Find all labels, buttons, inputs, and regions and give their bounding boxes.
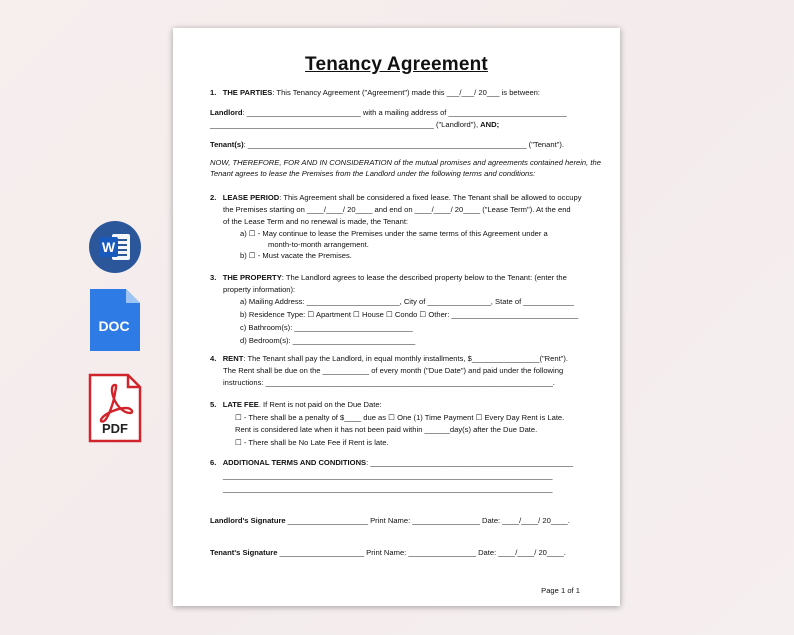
- document-title: Tenancy Agreement: [305, 54, 488, 75]
- property-residence-type: b) Residence Type: ☐ Apartment ☐ House ☐ Condo ☐ Other: ______________________________: [240, 310, 579, 319]
- tenant-line: Tenant(s): __________________________________________________________________ ("Tenant").: [210, 140, 565, 149]
- landlord-line-2: _____________________________________________________ ("Landlord"), AND;: [210, 120, 500, 129]
- pdf-file-icon: [88, 373, 142, 443]
- word-icon: [88, 218, 142, 276]
- section-late-fee: 5. LATE FEE. If Rent is not paid on the Due Date:: [210, 400, 382, 409]
- section-parties: 1. THE PARTIES: This Tenancy Agreement ("Agreement") made this ___/___/ 20___ is between:: [210, 88, 541, 97]
- late-fee-option-1: ☐ - There shall be a penalty of $____ due as ☐ One (1) Time Payment ☐ Every Day Rent is Late.: [235, 413, 565, 422]
- property-mailing-address: a) Mailing Address: ______________________, City of _______________, State of ____________: [240, 297, 574, 306]
- section-additional-terms: 6. ADDITIONAL TERMS AND CONDITIONS: ________________________________________________: [210, 458, 574, 467]
- late-fee-option-2: ☐ - There shall be No Late Fee if Rent is late.: [235, 438, 389, 447]
- word-icon-letter: W: [101, 239, 116, 255]
- additional-terms-line-2: ______________________________________________________________________________: [223, 471, 553, 480]
- doc-file-icon: [88, 287, 142, 353]
- rent-line-2: The Rent shall be due on the ___________ of every month ("Due Date") and paid under the following: [223, 366, 564, 375]
- property-bathrooms: c) Bathroom(s): ____________________________: [240, 323, 413, 332]
- late-fee-option-1-2: Rent is considered late when it has not been paid within ______day(s) after the Due Date.: [235, 425, 538, 434]
- lease-option-b: b) ☐ - Must vacate the Premises.: [240, 251, 352, 260]
- pdf-file-label: PDF: [102, 421, 128, 436]
- doc-file-label: DOC: [98, 318, 130, 334]
- consideration-line-1: NOW, THEREFORE, FOR AND IN CONSIDERATION of the mutual promises and agreements contained herein, the: [210, 158, 601, 167]
- lease-option-a: a) ☐ - May continue to lease the Premises under the same terms of this Agreement under a: [240, 229, 548, 238]
- landlord-signature-line: Landlord's Signature ___________________ Print Name: ________________ Date: ____/____/ 20____.: [210, 516, 570, 525]
- rent-line-3: instructions: ____________________________________________________________________.: [223, 378, 555, 387]
- lease-period-line-3: of the Lease Term and no renewal is made, the Tenant:: [223, 217, 409, 226]
- document-page: [173, 28, 620, 606]
- property-bedrooms: d) Bedroom(s): _____________________________: [240, 336, 416, 345]
- lease-period-line-2: the Premises starting on ____/____/ 20____ and end on ____/____/ 20____ ("Lease Term"). At the end: [223, 205, 571, 214]
- consideration-line-2: Tenant agrees to lease the Premises from the Landlord under the following terms and conditions:: [210, 169, 536, 178]
- landlord-line: Landlord: ___________________________ with a mailing address of ____________________________: [210, 108, 567, 117]
- lease-option-a-2: month-to-month arrangement.: [268, 240, 369, 249]
- tenant-signature-line: Tenant's Signature ____________________ Print Name: ________________ Date: ____/____/ 20____.: [210, 548, 566, 557]
- page-number: Page 1 of 1: [541, 586, 580, 595]
- section-rent: 4. RENT: The Tenant shall pay the Landlord, in equal monthly installments, $________________("Rent").: [210, 354, 569, 363]
- section-property: 3. THE PROPERTY: The Landlord agrees to lease the described property below to the Tenant: (enter the: [210, 273, 567, 282]
- additional-terms-line-3: ______________________________________________________________________________: [223, 484, 553, 493]
- section-lease-period: 2. LEASE PERIOD: This Agreement shall be considered a fixed lease. The Tenant shall be allowed to occupy: [210, 193, 582, 202]
- property-line-2: property information):: [223, 285, 296, 294]
